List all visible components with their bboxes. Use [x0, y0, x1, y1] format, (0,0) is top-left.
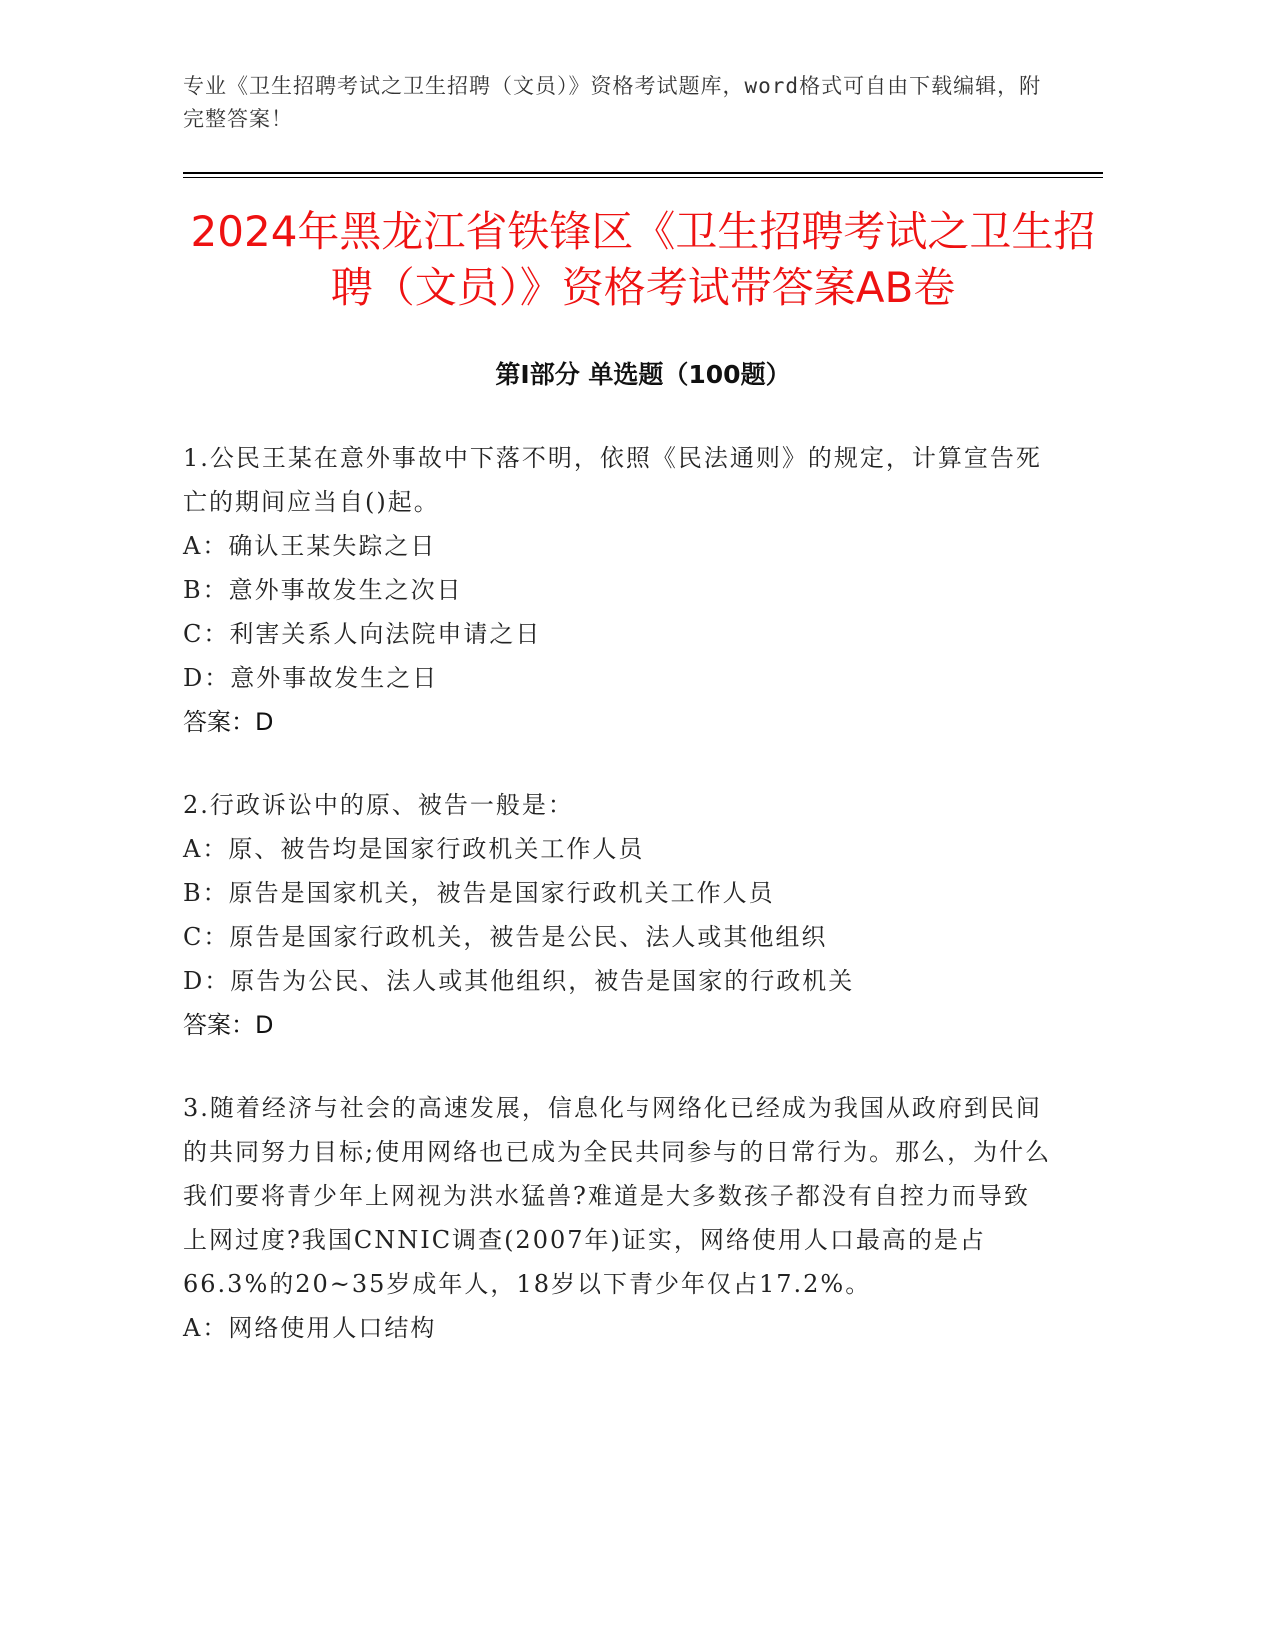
question-answer: 答案：D	[183, 1011, 274, 1039]
option-c: C：原告是国家行政机关，被告是公民、法人或其他组织	[183, 923, 828, 951]
document-title: 2024年黑龙江省铁锋区《卫生招聘考试之卫生招聘（文员）》资格考试带答案AB卷	[190, 207, 1096, 312]
option-b: B：原告是国家机关，被告是国家行政机关工作人员	[183, 879, 775, 907]
option-d: D：意外事故发生之日	[183, 664, 439, 692]
question-3	[183, 1086, 1053, 1350]
option-d: D：原告为公民、法人或其他组织，被告是国家的行政机关	[183, 967, 855, 995]
question-1	[183, 436, 1053, 744]
header-divider	[183, 172, 1103, 178]
question-2	[183, 783, 1053, 1047]
question-answer: 答案：D	[183, 708, 274, 736]
header-note: 专业《卫生招聘考试之卫生招聘（文员）》资格考试题库，word格式可自由下载编辑，附完整答案！	[183, 74, 1042, 131]
divider-thin-line	[183, 177, 1103, 178]
option-a: A：原、被告均是国家行政机关工作人员	[183, 835, 645, 863]
question-stem: 2.行政诉讼中的原、被告一般是：	[183, 791, 574, 819]
option-c: C：利害关系人向法院申请之日	[183, 620, 542, 648]
question-stem: 3.随着经济与社会的高速发展，信息化与网络化已经成为我国从政府到民间的共同努力目标;使用网络也已成为全民共同参与的日常行为。那么，为什么我们要将青少年上网视为洪水猛兽?难道是大多数孩子都没有自控力而导致上网过度?我国CNNIC调查(2007年)证实，网络使用人口最高的是占66.3%的20~35岁成年人，18岁以下青少年仅占17.2%。	[183, 1094, 1052, 1298]
section-title: 第Ⅰ部分 单选题（100题）	[495, 360, 791, 389]
divider-thick-line	[183, 172, 1103, 174]
option-a: A：确认王某失踪之日	[183, 532, 437, 560]
option-b: B：意外事故发生之次日	[183, 576, 463, 604]
question-list	[183, 436, 1053, 1350]
option-a: A：网络使用人口结构	[183, 1314, 437, 1342]
question-stem: 1.公民王某在意外事故中下落不明，依照《民法通则》的规定，计算宣告死亡的期间应当自()起。	[183, 444, 1042, 516]
